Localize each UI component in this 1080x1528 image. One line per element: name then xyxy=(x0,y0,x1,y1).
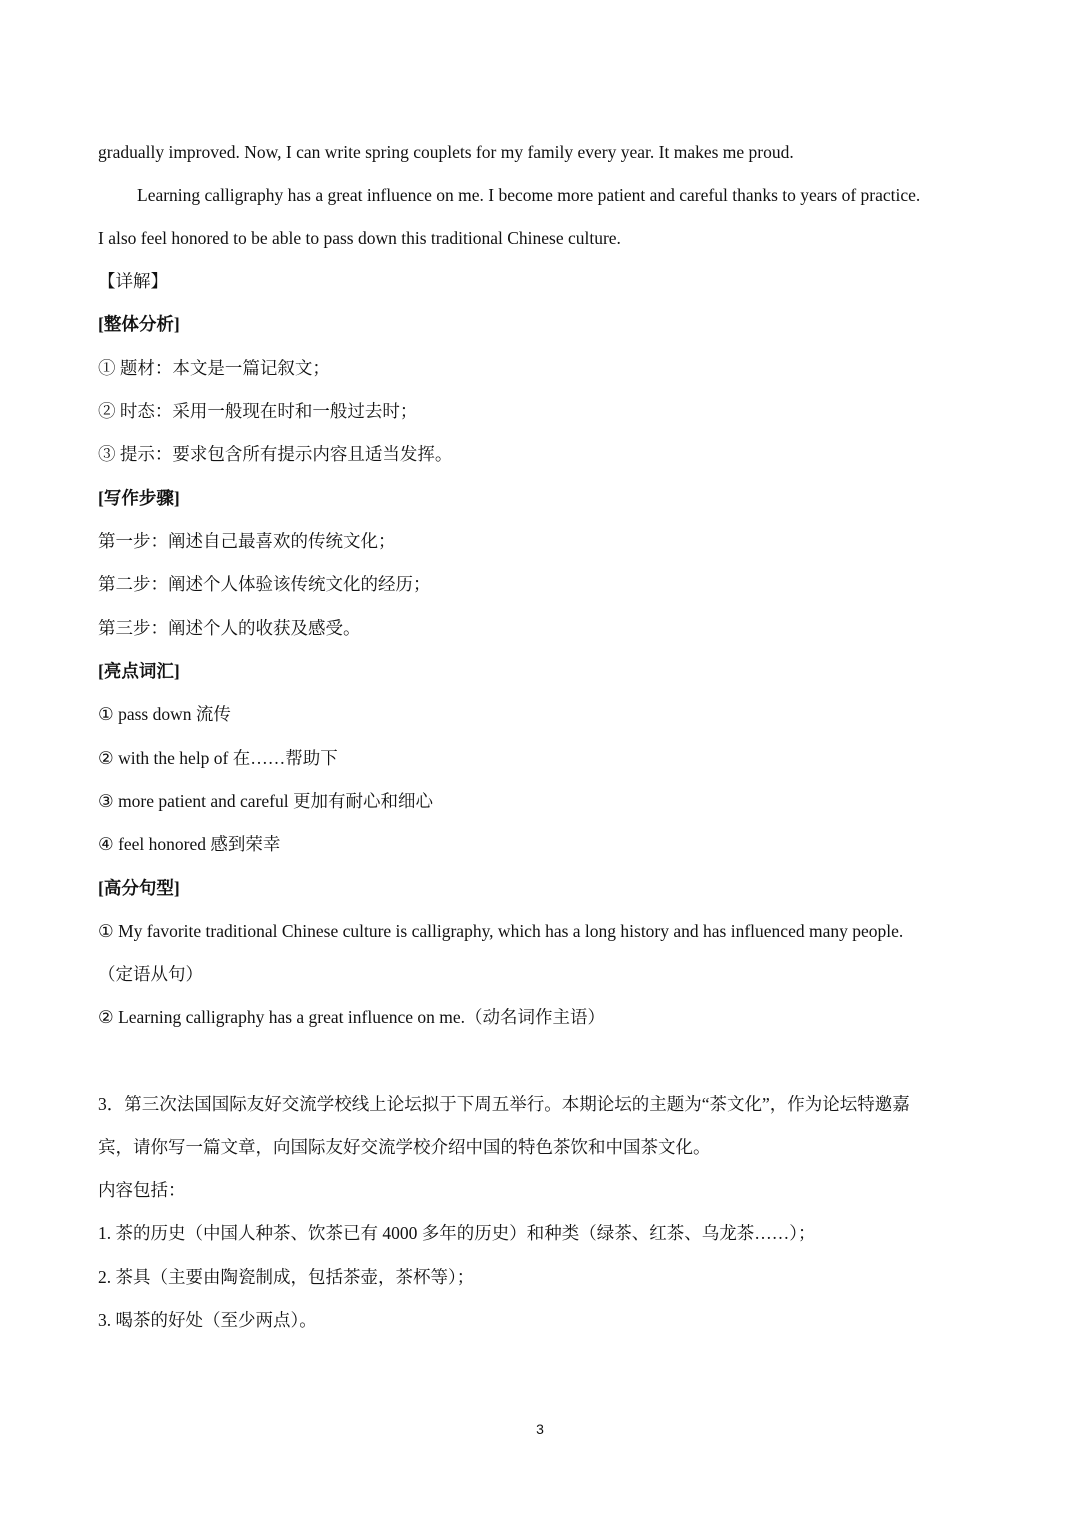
vocab-item: ② with the help of 在……帮助下 xyxy=(98,748,338,768)
page-number: 3 xyxy=(536,1421,544,1437)
question-3-item: 3. 喝茶的好处（至少两点）。 xyxy=(98,1310,317,1330)
overall-item: ② 时态：采用一般现在时和一般过去时； xyxy=(98,401,418,421)
question-3-prompt-line-1: 3．第三次法国国际友好交流学校线上论坛拟于下周五举行。本期论坛的主题为“茶文化”，作为论坛特邀嘉 xyxy=(98,1094,910,1114)
vocab-heading: [亮点词汇] xyxy=(98,661,180,681)
overall-item: ③ 提示：要求包含所有提示内容且适当发挥。 xyxy=(98,444,453,464)
sentence-item-1: ① My favorite traditional Chinese culture is calligraphy, which has a long history and has influenced many people. xyxy=(98,921,904,941)
step-item: 第一步：阐述自己最喜欢的传统文化； xyxy=(98,531,396,551)
question-3-content-label: 内容包括： xyxy=(98,1180,186,1200)
overall-analysis-heading: [整体分析] xyxy=(98,314,180,334)
writing-steps-heading: [写作步骤] xyxy=(98,488,180,508)
step-item: 第二步：阐述个人体验该传统文化的经历； xyxy=(98,574,431,594)
sentences-heading: [高分句型] xyxy=(98,878,180,898)
vocab-item: ① pass down 流传 xyxy=(98,704,231,724)
sentence-item-1-note: （定语从句） xyxy=(98,964,203,984)
analysis-heading: 【详解】 xyxy=(98,271,168,291)
step-item: 第三步：阐述个人的收获及感受。 xyxy=(98,618,361,638)
overall-item: ① 题材：本文是一篇记叙文； xyxy=(98,358,330,378)
continuation-line-1: gradually improved. Now, I can write spring couplets for my family every year. It makes me proud. xyxy=(98,142,794,162)
vocab-item: ④ feel honored 感到荣幸 xyxy=(98,834,281,854)
question-3-item: 2. 茶具（主要由陶瓷制成，包括茶壶，茶杯等）； xyxy=(98,1267,475,1287)
question-3-prompt-line-2: 宾，请你写一篇文章，向国际友好交流学校介绍中国的特色茶饮和中国茶文化。 xyxy=(98,1137,711,1157)
continuation-line-3: I also feel honored to be able to pass down this traditional Chinese culture. xyxy=(98,228,621,248)
sentence-item-2: ② Learning calligraphy has a great influence on me.（动名词作主语） xyxy=(98,1007,605,1027)
continuation-line-2: Learning calligraphy has a great influence on me. I become more patient and careful thanks to years of practice. xyxy=(137,185,921,205)
vocab-item: ③ more patient and careful 更加有耐心和细心 xyxy=(98,791,433,811)
question-3-item: 1. 茶的历史（中国人种茶、饮茶已有 4000 多年的历史）和种类（绿茶、红茶、乌龙茶……）； xyxy=(98,1223,816,1243)
